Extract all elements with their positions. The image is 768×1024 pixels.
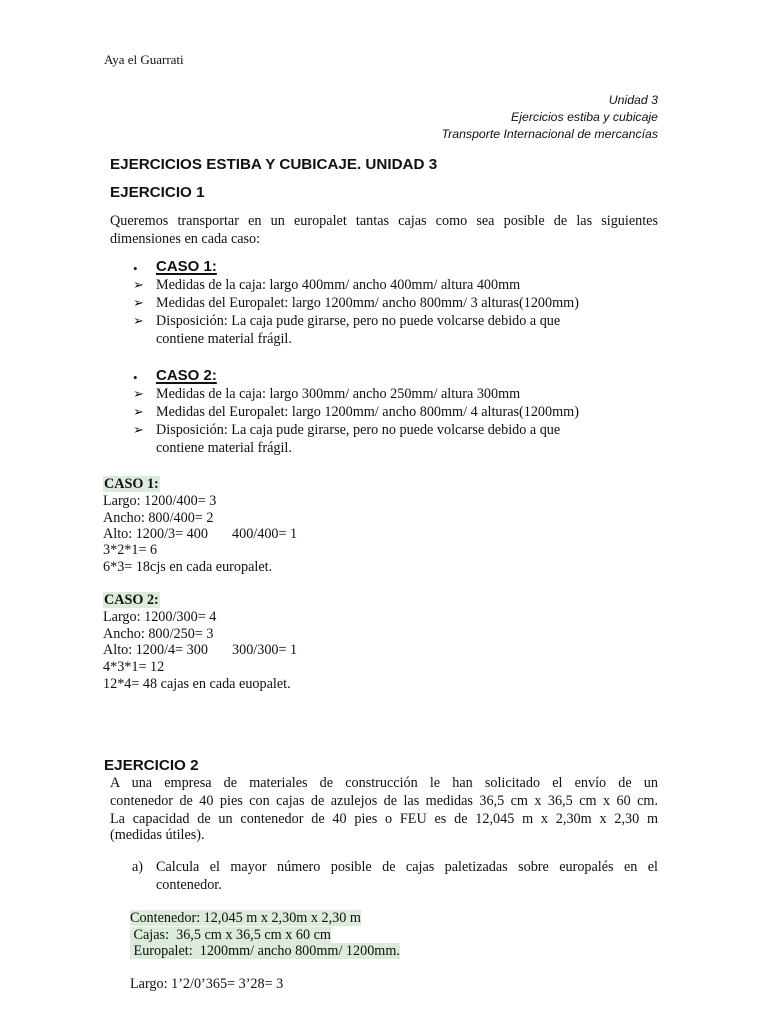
data-container: Contenedor: 12,045 m x 2,30m x 2,30 m <box>130 910 361 926</box>
arrow-bullet-icon: ➢ <box>133 313 144 328</box>
arrow-bullet-icon: ➢ <box>133 295 144 310</box>
solution-1-height-layers: 400/400= 1 <box>232 526 298 542</box>
solution-2-product: 4*3*1= 12 <box>103 659 165 675</box>
arrow-bullet-icon: ➢ <box>133 404 144 419</box>
solution-1-width: Ancho: 800/400= 2 <box>103 510 214 526</box>
exercise-2-text-line2: contenedor de 40 pies con cajas de azulejos de las medidas 36,5 cm x 36,5 cm x 60 cm. <box>110 793 658 809</box>
bullet-icon: • <box>133 370 138 385</box>
case-2-title: CASO 2: <box>156 367 217 384</box>
arrow-bullet-icon: ➢ <box>133 277 144 292</box>
exercise-1-intro-line2: dimensiones en cada caso: <box>110 231 261 247</box>
solution-2-length: Largo: 1200/300= 4 <box>103 609 217 625</box>
solution-2-height: Alto: 1200/4= 300 <box>103 642 208 658</box>
arrow-bullet-icon: ➢ <box>133 422 144 437</box>
author-name: Aya el Guarrati <box>104 52 184 67</box>
header-course: Transporte Internacional de mercancías <box>441 127 658 141</box>
case-1-item-layout-cont: contiene material frágil. <box>156 331 292 347</box>
solution-2-result: 12*4= 48 cajas en cada euopalet. <box>103 676 291 692</box>
header-subject: Ejercicios estiba y cubicaje <box>511 110 658 124</box>
case-1-title: CASO 1: <box>156 258 217 275</box>
exercise-2-heading: EJERCICIO 2 <box>104 757 199 774</box>
case-1-item-layout: Disposición: La caja pude girarse, pero no puede volcarse debido a que <box>156 313 561 329</box>
question-a-label: a) <box>132 859 144 875</box>
question-a-text: Calcula el mayor número posible de cajas paletizadas sobre europalés en el <box>156 859 658 875</box>
exercise-1-heading: EJERCICIO 1 <box>110 184 205 201</box>
solution-1-result: 6*3= 18cjs en cada europalet. <box>103 559 273 575</box>
case-1-item-pallet: Medidas del Europalet: largo 1200mm/ ancho 800mm/ 3 alturas(1200mm) <box>156 295 579 311</box>
solution-1-product: 3*2*1= 6 <box>103 542 158 558</box>
arrow-bullet-icon: ➢ <box>133 386 144 401</box>
page-title: EJERCICIOS ESTIBA Y CUBICAJE. UNIDAD 3 <box>110 156 438 173</box>
case-2-item-layout-cont: contiene material frágil. <box>156 440 292 456</box>
header-unit: Unidad 3 <box>608 93 658 107</box>
case-2-item-layout: Disposición: La caja pude girarse, pero no puede volcarse debido a que <box>156 422 561 438</box>
solution-2-height-layers: 300/300= 1 <box>232 642 298 658</box>
data-boxes: Cajas: 36,5 cm x 36,5 cm x 60 cm <box>130 927 331 943</box>
bullet-icon: • <box>133 261 138 276</box>
solution-2-heading: CASO 2: <box>104 592 159 608</box>
solution-1-height: Alto: 1200/3= 400 <box>103 526 208 542</box>
solution-1-heading: CASO 1: <box>104 476 159 492</box>
exercise-1-intro-line1: Queremos transportar en un europalet tantas cajas como sea posible de las siguientes <box>110 213 658 229</box>
case-1-item-box: Medidas de la caja: largo 400mm/ ancho 400mm/ altura 400mm <box>156 277 521 293</box>
solution-2-width: Ancho: 800/250= 3 <box>103 626 214 642</box>
case-2-item-pallet: Medidas del Europalet: largo 1200mm/ ancho 800mm/ 4 alturas(1200mm) <box>156 404 579 420</box>
data-pallet: Europalet: 1200mm/ ancho 800mm/ 1200mm. <box>130 943 400 959</box>
solution-1-length: Largo: 1200/400= 3 <box>103 493 217 509</box>
calc-length: Largo: 1’2/0’365= 3’28= 3 <box>130 976 284 992</box>
case-2-item-box: Medidas de la caja: largo 300mm/ ancho 250mm/ altura 300mm <box>156 386 521 402</box>
exercise-2-text-line1: A una empresa de materiales de construcción le han solicitado el envío de un <box>110 775 658 791</box>
exercise-2-text-line4: (medidas útiles). <box>110 827 205 843</box>
exercise-2-text-line3: La capacidad de un contenedor de 40 pies o FEU es de 12,045 m x 2,30m x 2,30 m <box>110 811 658 827</box>
question-a-text-cont: contenedor. <box>156 877 222 893</box>
